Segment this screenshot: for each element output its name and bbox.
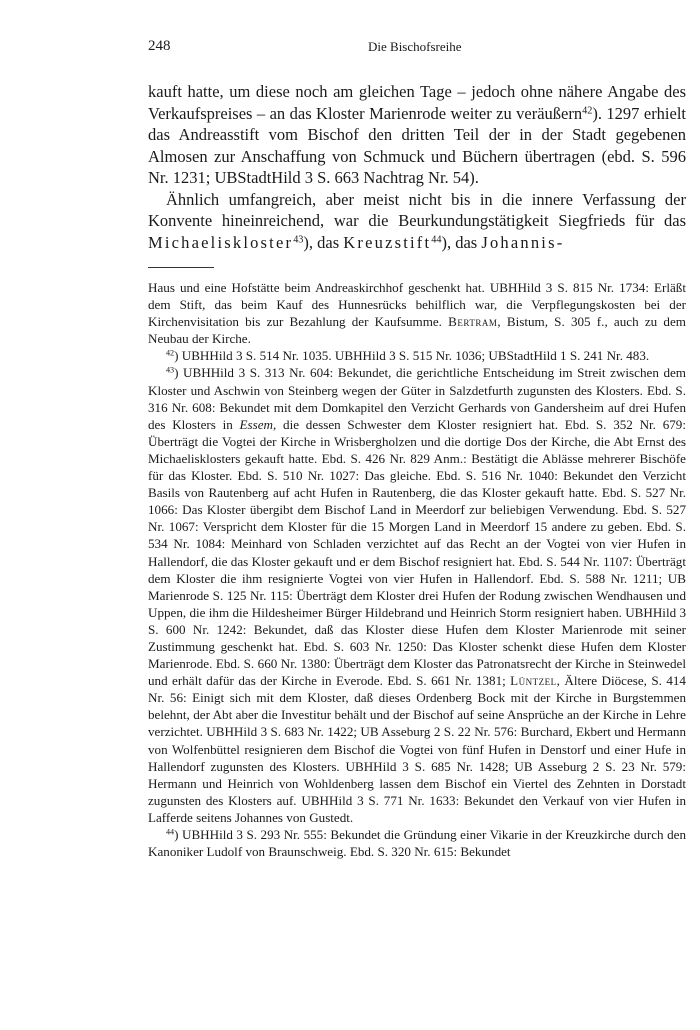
footnote-separator [148, 267, 214, 268]
body-paragraph [148, 189, 686, 254]
page-number: 248 [148, 38, 171, 54]
footnote-reference: 44 [431, 233, 442, 245]
body-text-run: ), das [441, 232, 482, 252]
body-text-run: kauft hatte, um diese noch am gleichen Tage – jedoch ohne nähere Angabe des Verkaufspreises – an das Kloster Marienrode weiter zu veräußern [148, 82, 686, 123]
footnote-text: , Bistum, S. 305 f., auch zu dem Neubau der Kirche. [148, 314, 686, 347]
spaced-term: Johannis- [481, 232, 565, 252]
footnote-text: ) UBHHild 3 S. 514 Nr. 1035. UBHHild 3 S. 515 Nr. 1036; UBStadtHild 1 S. 241 Nr. 483. [174, 348, 650, 364]
author-name: Bertram [448, 314, 498, 330]
spaced-term: Michaeliskloster [148, 232, 294, 252]
footnote-continuation [148, 279, 686, 347]
footnote-text: ) UBHHild 3 S. 313 Nr. 604: Bekundet, die gerichtliche Entscheidung im Streit zwischen dem Kloster und Aschwin von Steinberg wegen der Güter in Salzdetfurth zugunsten des Klosters. Ebd. S. 316 Nr. 608: Bekundet mit dem Domkapitel den Verzicht Gerhards von Gandersheim auf drei Hufen des Klosters in [148, 365, 686, 432]
body-text [148, 81, 686, 253]
body-text-run: ), das [303, 232, 344, 252]
running-title: Die Bischofsreihe [368, 39, 462, 54]
footnotes [148, 279, 686, 860]
footnote-number: 43 [166, 366, 175, 376]
spaced-term: Kreuzstift [343, 232, 432, 252]
footnote-text: ) UBHHild 3 S. 293 Nr. 555: Bekundet die Gründung einer Vikarie in der Kreuzkirche durch den Kanoniker Ludolf von Braunschweig. Ebd. S. 320 Nr. 615: Bekundet [148, 827, 686, 860]
footnote-text: Haus und eine Hofstätte beim Andreaskirchhof geschenkt hat. UBHHild 3 S. 815 Nr. 1734: Erläßt dem Stift, das beim Kauf des Hunnesrücks behilflich war, die Verpflegungskosten bei der Kirchenvisitation bis zur Bezahlung der Kaufsumme. [148, 280, 686, 330]
body-text-run: ). 1297 erhielt das Andreasstift vom Bischof den dritten Teil der in der Stadt gegebenen Almosen zur Anschaffung von Schmuck und Büchern übertragen (ebd. S. 596 Nr. 1231; UBStadtHild 3 S. 663 Nachtrag Nr. 54). [148, 103, 687, 187]
book-page [148, 38, 686, 860]
footnote-43 [148, 364, 686, 826]
footnote-44 [148, 826, 686, 860]
running-head [148, 38, 686, 60]
body-paragraph [148, 81, 686, 189]
footnote-number: 44 [166, 827, 175, 837]
footnote-42 [148, 347, 686, 364]
footnote-number: 42 [166, 348, 175, 358]
place-name: Essem [239, 416, 273, 432]
footnote-reference: 42 [582, 104, 593, 116]
author-name: Lüntzel [510, 673, 557, 689]
footnote-reference: 43 [293, 233, 304, 245]
footnote-text: , die dessen Schwester dem Kloster resigniert hat. Ebd. S. 352 Nr. 679: Überträgt die Vogtei der Kirche in Wrisbergholzen und die dortige Dos der Kirche, die Abt Ernst des Michaelisklosters gekauft hatte. Ebd. S. 426 Nr. 829 Anm.: Bestätigt die Ablässe mehrerer Bischöfe für das Kloster. Ebd. S. 510 Nr. 1027: Das gleiche. Ebd. S. 516 Nr. 1040: Bekundet den Verzicht Basils von Rautenberg auf acht Hufen in Rautenberg, die das Kloster gekauft hatte. Ebd. S. 527 Nr. 1066: Das Kloster übergibt dem Bischof Land in Meerdorf zur beliebigen Verwendung. Ebd. S. 527 Nr. 1067: Verspricht dem Kloster für die 15 Morgen Land in Meerdorf 15 andere zu geben. Ebd. S. 534 Nr. 1084: Meinhard von Schladen verzichtet auf das Recht an der Vogtei von vier Hufen in Hallendorf, die das Kloster gekauft und er dem Bischof resigniert hat. Ebd. S. 544 Nr. 1107: Überträgt dem Kloster die ihm resignierte Vogtei von vier Hufen in Hallendorf. Ebd. S. 588 Nr. 1211; UB Marienrode S. 125 Nr. 115: Überträgt dem Kloster drei Hufen der Rodung zwischen Wendhausen und Uppen, die ihm die Hildesheimer Bürger Hildebrand und Heinrich Storm resigniert haben. UBHHild 3 S. 600 Nr. 1242: Bekundet, daß das Kloster diese Hufen dem Kloster Marienrode mit seiner Zustimmung geschenkt hat. Ebd. S. 603 Nr. 1250: Das Kloster schenkt diese Hufen dem Kloster Marienrode. Ebd. S. 660 Nr. 1380: Überträgt dem Kloster das Patronatsrecht der Kirche in Steinwedel und erhält dafür das der Kirche in Everode. Ebd. S. 661 Nr. 1381; [148, 416, 686, 689]
body-text-run: Ähnlich umfangreich, aber meist nicht bis in die innere Verfassung der Konvente hineinreichend, war die Beurkundungstätigkeit Siegfrieds für das [148, 189, 686, 230]
footnote-text: , Ältere Diöcese, S. 414 Nr. 56: Einigt sich mit dem Kloster, daß dieses Ordenberg Bock mit der Kirche in Burgstemmen belehnt, der Abt aber die Investitur behält und der Bischof auf seine Ansprüche an der Kirche in Lehre verzichtet. UBHHild 3 S. 683 Nr. 1422; UB Asseburg 2 S. 22 Nr. 576: Burchard, Ekbert und Hermann von Wolfenbüttel resignieren dem Bischof die Vogtei von fünf Hufen in Denstorf und einer Hufe in Hallendorf zugunsten des Klosters. UBHHild 3 S. 685 Nr. 1428; UB Asseburg 2 S. 23 Nr. 579: Hermann und Heinrich von Wohldenberg lassen dem Bischof ein Viertel des Zehnten in Dorstadt zugunsten des Klosters auf. UBHHild 3 S. 771 Nr. 1633: Bekundet den Verkauf von vier Hufen in Lafferde seitens Johannes von Gustedt. [148, 673, 686, 825]
